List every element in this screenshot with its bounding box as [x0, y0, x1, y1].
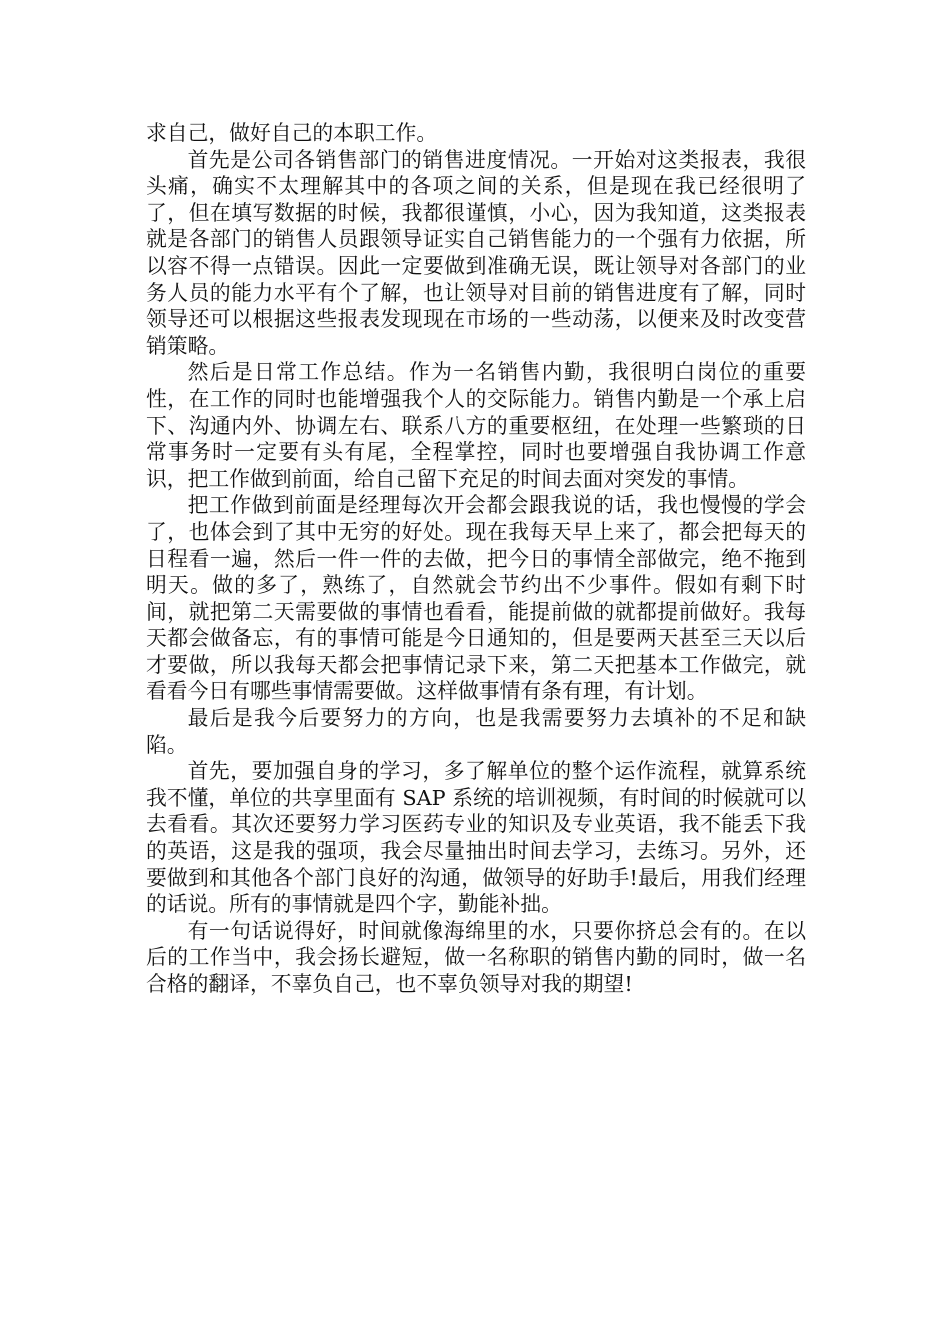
paragraph-sales-progress: 首先是公司各销售部门的销售进度情况。一开始对这类报表，我很头痛，确实不太理解其中的各项之间的关系，但是现在我已经很明了了，但在填写数据的时候，我都很谨慎，小心，因为我知道，这类报表就是各部门的销售人员跟领导证实自己销售能力的一个强有力依据，所以容不得一点错误。因此一定要做到准确无误，既让领导对各部门的业务人员的能力水平有个了解，也让领导对目前的销售进度有了解，同时领导还可以根据这些报表发现现在市场的一些动荡，以便来及时改变营销策略。: [146, 147, 806, 358]
paragraph-work-ahead: 把工作做到前面是经理每次开会都会跟我说的话，我也慢慢的学会了，也体会到了其中无穷的好处。现在我每天早上来了，都会把每天的日程看一遍，然后一件一件的去做，把今日的事情全部做完，绝不拖到明天。做的多了，熟练了，自然就会节约出不少事件。假如有剩下时间，就把第二天需要做的事情也看看，能提前做的就都提前做好。我每天都会做备忘，有的事情可能是今日通知的，但是要两天甚至三天以后才要做，所以我每天都会把事情记录下来，第二天把基本工作做完，就看看今日有哪些事情需要做。这样做事情有条有理，有计划。: [146, 493, 806, 704]
document-body: [146, 120, 806, 998]
paragraph-learning-plan: 首先，要加强自身的学习，多了解单位的整个运作流程，就算系统我不懂，单位的共享里面有 SAP 系统的培训视频，有时间的时候就可以去看看。其次还要努力学习医药专业的知识及专业英语，我不能丢下我的英语，这是我的强项，我会尽量抽出时间去学习，去练习。另外，还要做到和其他各个部门良好的沟通，做领导的好助手!最后，用我们经理的话说。所有的事情就是四个字，勤能补拙。: [146, 759, 806, 917]
paragraph-daily-summary: 然后是日常工作总结。作为一名销售内勤，我很明白岗位的重要性，在工作的同时也能增强我个人的交际能力。销售内勤是一个承上启下、沟通内外、协调左右、联系八方的重要枢纽，在处理一些繁琐的日常事务时一定要有头有尾，全程掌控，同时也要增强自我协调工作意识，把工作做到前面，给自己留下充足的时间去面对突发的事情。: [146, 360, 806, 491]
paragraph-conclusion: 有一句话说得好，时间就像海绵里的水，只要你挤总会有的。在以后的工作当中，我会扬长避短，做一名称职的销售内勤的同时，做一名合格的翻译，不辜负自己，也不辜负领导对我的期望!: [146, 918, 806, 996]
paragraph-continuation: 求自己，做好自己的本职工作。: [146, 121, 438, 145]
paragraph-future-direction: 最后是我今后要努力的方向，也是我需要努力去填补的不足和缺陷。: [146, 706, 806, 757]
